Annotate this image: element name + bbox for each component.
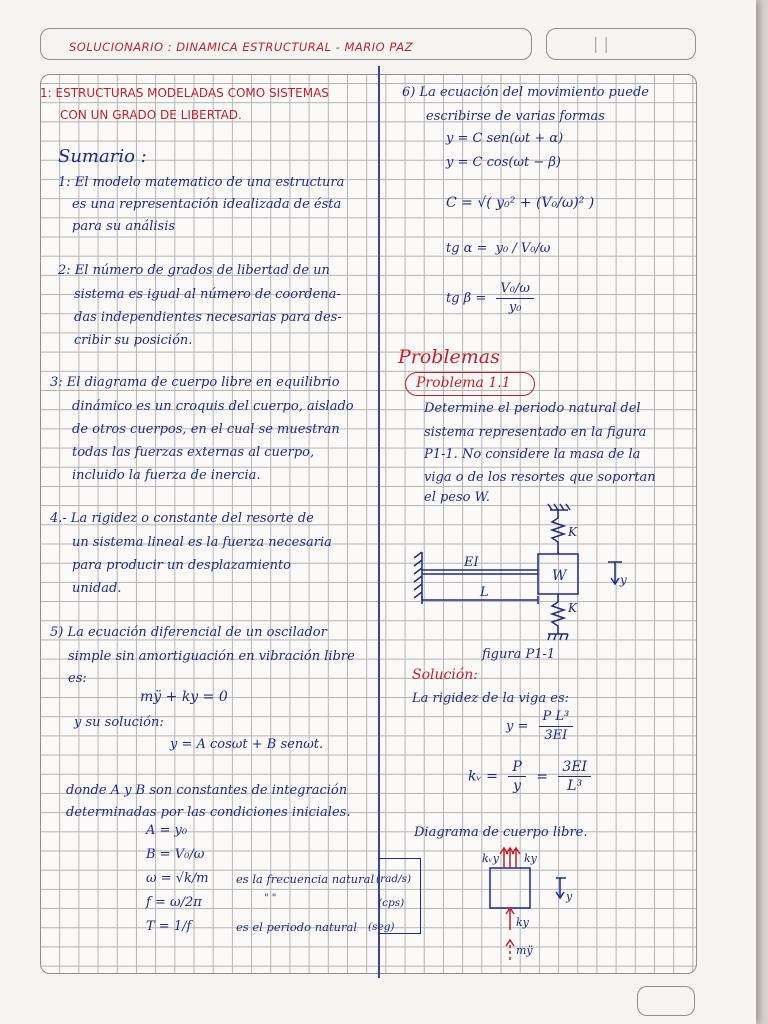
p3-line: de otros cuerpos, en el cual se muestran [72, 422, 340, 437]
const-B [146, 846, 204, 864]
statement-line: P1-1. No considere la masa de la [424, 447, 641, 462]
kv-mid-den: y [513, 778, 522, 794]
const-B-value: V₀/ω [174, 847, 205, 862]
fbd-ky-bottom: ky [516, 916, 529, 929]
figure-caption: figura P1-1 [482, 647, 556, 662]
chapter-title-line2: CON UN GRADO DE LIBERTAD. [60, 108, 242, 122]
p3-line: incluido la fuerza de inercia. [72, 468, 261, 483]
donde-line: donde A y B son constantes de integración [66, 783, 348, 798]
const-T: T = 1/f [146, 919, 192, 934]
p2-line: sistema es igual al número de coordena- [74, 287, 341, 302]
omega-description: es la frecuencia natural [236, 872, 375, 886]
header-box [40, 28, 532, 60]
const-B-den: ω [193, 847, 205, 862]
p3-line: todas las fuerzas externas al cuerpo, [72, 445, 315, 460]
equation-sin-form: y = C sen(ωt + α) [446, 131, 564, 146]
equation-solution: y = A cosωt + B senωt. [170, 737, 324, 752]
fig-label-EI: EI [464, 555, 479, 570]
statement-line: sistema representado en la figura [424, 425, 647, 440]
stiffness-equation [468, 758, 591, 795]
f-unit: (cps) [378, 897, 405, 909]
deflection-lhs: y = [506, 719, 529, 734]
p5-line: 5) La ecuación diferencial de un oscilador [50, 625, 327, 640]
tg-alpha-rhs: y₀ / V₀/ω [495, 241, 551, 256]
p2-line: cribir su posición. [74, 333, 193, 348]
fbd-y: y [566, 890, 573, 903]
deflection-fraction [539, 708, 574, 745]
header-title: SOLUCIONARIO : DINAMICA ESTRUCTURAL - MARIO PAZ [69, 40, 414, 54]
equation-amplitude: C = √( y₀² + (V₀/ω)² ) [446, 195, 595, 211]
kv-lhs: kᵥ = [468, 768, 498, 785]
p4-line: un sistema lineal es la fuerza necesaria [72, 535, 332, 550]
fig-label-W: W [552, 568, 567, 584]
const-f: f = ω/2π [146, 895, 202, 910]
kv-mid-fraction [508, 758, 525, 795]
tg-beta-fraction [496, 280, 534, 317]
p6-line: escribirse de varias formas [426, 109, 605, 124]
statement-line: Determine el periodo natural del [424, 401, 641, 416]
units-bracket [378, 858, 421, 934]
p3-line: dinámico es un croquis del cuerpo, aislado [72, 399, 354, 414]
p1-line: para su análisis [72, 219, 176, 234]
p3-line: 3: El diagrama de cuerpo libre en equilibrio [50, 375, 340, 390]
p1-line: 1: El modelo matematico de una estructura [58, 175, 345, 190]
omega-unit: (rad/s) [376, 873, 412, 885]
fbd-inertia: mÿ [516, 944, 533, 957]
fbd-kvy: kᵥy [482, 852, 499, 865]
rigidez-line: La rigidez de la viga es: [412, 691, 570, 706]
chapter-title-line1: 1: ESTRUCTURAS MODELADAS COMO SISTEMAS [40, 86, 329, 100]
fbd-ky-top: ky [524, 852, 537, 865]
fig-label-L: L [480, 585, 489, 600]
const-B-num: V₀ [174, 847, 190, 862]
deflection-num: P L³ [539, 708, 574, 727]
kv-den: L³ [567, 778, 583, 794]
T-unit: (seg) [368, 921, 395, 933]
donde-line: determinadas por las condiciones iniciales. [66, 805, 351, 820]
kv-fraction [558, 758, 591, 795]
tg-alpha-lhs: tg α = [446, 241, 488, 256]
p4-line: 4.- La rigidez o constante del resorte de [50, 511, 314, 526]
su-solucion-label: y su solución: [74, 715, 164, 730]
solucion-heading: Solución: [412, 667, 478, 683]
const-A: A = y₀ [146, 823, 188, 838]
p2-line: 2: El número de grados de libertad de un [58, 263, 330, 278]
fig-label-k-top: K [568, 525, 577, 539]
problema-label: Problema 1.1 [416, 375, 511, 391]
kv-num: 3EI [558, 758, 591, 777]
tg-beta [446, 280, 534, 317]
tg-beta-lhs: tg β = [446, 291, 487, 306]
p2-line: das independientes necesarias para des- [74, 310, 342, 325]
tg-beta-den: y₀ [508, 300, 522, 315]
tg-alpha [446, 240, 550, 258]
p4-line: unidad. [72, 581, 122, 596]
column-divider [378, 66, 380, 978]
statement-line: viga o de los resortes que soportan [424, 470, 656, 485]
date-mark: | | [593, 34, 609, 53]
free-body-diagram [470, 842, 590, 972]
equation-cos-form: y = C cos(ωt − β) [446, 155, 562, 170]
p6-line: 6) La ecuación del movimiento puede [402, 85, 649, 100]
sumario-heading: Sumario : [58, 146, 147, 167]
kv-mid-num: P [508, 758, 525, 777]
dcl-title: Diagrama de cuerpo libre. [414, 825, 588, 840]
p5-line: es: [68, 671, 87, 686]
kv-equals: = [536, 768, 548, 785]
deflection-den: 3EI [544, 728, 568, 743]
p1-line: es una representación idealizada de ésta [72, 197, 342, 212]
tg-beta-num: V₀/ω [496, 280, 534, 299]
deflection-equation [506, 708, 573, 745]
statement-line: el peso W. [424, 490, 490, 505]
figure-p1-1 [408, 500, 638, 660]
f-ditto: " " [264, 893, 277, 904]
T-description: es el periodo natural [236, 920, 358, 934]
problemas-heading: Problemas [398, 346, 500, 368]
const-omega: ω = √k/m [146, 871, 209, 886]
p5-line: simple sin amortiguación en vibración libre [68, 649, 355, 664]
page-number-box [637, 986, 695, 1016]
fig-label-y: y [620, 573, 627, 587]
equation-of-motion: mÿ + ky = 0 [140, 689, 228, 705]
date-box [546, 28, 696, 60]
const-B-lhs: B = [146, 847, 171, 862]
p4-line: para producir un desplazamiento [72, 558, 292, 573]
fig-label-k-bottom: K [568, 601, 577, 615]
